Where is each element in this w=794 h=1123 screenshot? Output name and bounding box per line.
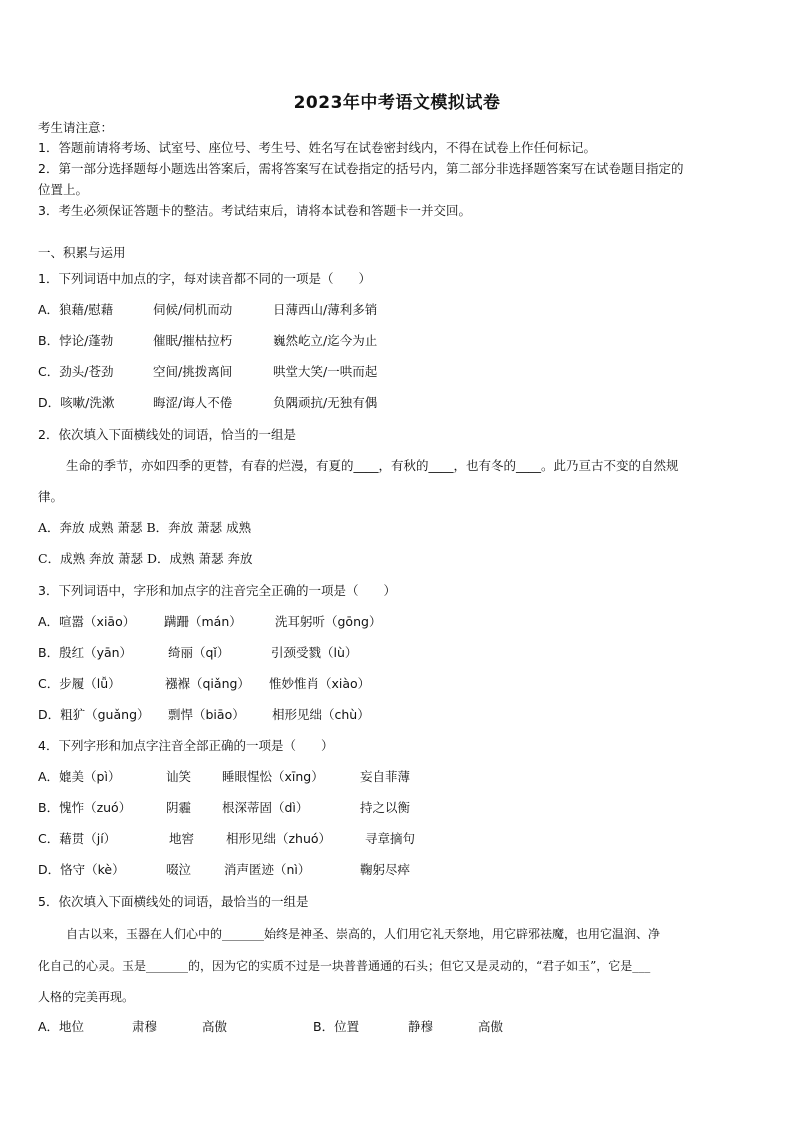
q5-option-a-word3: 高傲 xyxy=(202,1019,228,1034)
question-3-stem: 3．下列词语中，字形和加点字的注音完全正确的一项是（ ） xyxy=(38,583,396,598)
q5-option-a-label: A．地位 xyxy=(38,1019,85,1034)
q3-option-d-word2: 剽悍（biāo） xyxy=(168,707,245,722)
q1-option-a-word3: 日薄西山/薄利多销 xyxy=(273,302,378,317)
q5-option-b-label: B．位置 xyxy=(313,1019,360,1034)
notice-item-3: 3．考生必须保证答题卡的整洁。考试结束后，请将本试卷和答题卡一并交回。 xyxy=(38,203,471,218)
q1-option-d-word3: 负隅顽抗/无独有偶 xyxy=(273,395,378,410)
q4-option-d-word4: 鞠躬尽瘁 xyxy=(360,862,411,877)
q1-option-d-word1: D．咳嗽/洗漱 xyxy=(38,395,115,410)
q5-passage-line-1: 自古以来，玉器在人们心中的_______始终是神圣、崇高的，人们用它礼天祭地，用它辟邪祛魔，也用它温润、净 xyxy=(66,927,661,941)
q4-option-b-word4: 持之以衡 xyxy=(360,800,411,815)
q4-option-d-word3: 消声匿迹（nì） xyxy=(224,862,311,877)
q3-option-b-word1: B．殷红（yān） xyxy=(38,645,133,660)
notice-item-1: 1．答题前请将考场、试室号、座位号、考生号、姓名写在试卷密封线内，不得在试卷上作任何标记。 xyxy=(38,140,596,155)
q5-passage-line-3: 人格的完美再现。 xyxy=(38,990,135,1004)
q4-option-b-word3: 根深蒂固（dì） xyxy=(222,800,309,815)
q2-options-ab: A．奔放 成熟 萧瑟 B．奔放 萧瑟 成熟 xyxy=(38,520,252,535)
q3-option-d-word1: D．粗犷（guǎng） xyxy=(38,707,150,722)
question-1-stem: 1．下列词语中加点的字，每对读音都不同的一项是（ ） xyxy=(38,271,371,286)
notice-item-2: 2．第一部分选择题每小题选出答案后，需将答案写在试卷指定的括号内，第二部分非选择题答案写在试卷题目指定的 xyxy=(38,161,684,176)
section-heading: 一、积累与运用 xyxy=(38,245,126,260)
q4-option-c-word1: C．藉贯（jí） xyxy=(38,831,117,846)
q5-option-b-word2: 静穆 xyxy=(408,1019,434,1034)
page-title: 2023年中考语文模拟试卷 xyxy=(293,93,501,113)
q1-option-b-word1: B．悖论/蓬勃 xyxy=(38,333,114,348)
q1-option-a-word2: 伺候/伺机而动 xyxy=(153,302,233,317)
notice-item-2-cont: 位置上。 xyxy=(38,182,89,197)
q3-option-b-word2: 绮丽（qǐ） xyxy=(168,645,230,660)
q3-option-d-word3: 相形见绌（chù） xyxy=(272,707,370,722)
q1-option-d-word2: 晦涩/诲人不倦 xyxy=(153,395,233,410)
q5-passage-line-2: 化自己的心灵。玉是_______的，因为它的实质不过是一块普普通通的石头；但它又是灵动的，“君子如玉”，它是___ xyxy=(38,959,651,973)
notice-heading: 考生请注意： xyxy=(38,120,114,135)
q4-option-a-word2: 讪笑 xyxy=(166,769,192,784)
q4-option-d-word2: 啜泣 xyxy=(166,862,192,877)
q3-option-a-word3: 洗耳躬听（gōng） xyxy=(275,614,382,629)
q3-option-a-word2: 蹒跚（mán） xyxy=(164,614,242,629)
q4-option-c-word4: 寻章摘句 xyxy=(365,831,416,846)
q1-option-c-word2: 空间/挑拨离间 xyxy=(153,364,233,379)
q3-option-c-word3: 惟妙惟肖（xiào） xyxy=(269,676,371,691)
q1-option-c-word1: C．劲头/苍劲 xyxy=(38,364,114,379)
q4-option-a-word1: A．媲美（pì） xyxy=(38,769,121,784)
q4-option-b-word2: 阴霾 xyxy=(166,800,192,815)
q4-option-c-word2: 地窖 xyxy=(169,831,195,846)
question-2-stem: 2．依次填入下面横线处的词语，恰当的一组是 xyxy=(38,427,296,442)
q1-option-b-word2: 催眠/摧枯拉朽 xyxy=(153,333,233,348)
q1-option-a-word1: A．狼藉/慰藉 xyxy=(38,302,114,317)
q3-option-c-word1: C．步履（lǚ） xyxy=(38,676,121,691)
q4-option-b-word1: B．愧怍（zuó） xyxy=(38,800,132,815)
q4-option-a-word3: 睡眼惺忪（xīng） xyxy=(222,769,324,784)
q5-option-a-word2: 肃穆 xyxy=(132,1019,158,1034)
question-5-stem: 5．依次填入下面横线处的词语，最恰当的一组是 xyxy=(38,894,309,909)
q3-option-c-word2: 襁褓（qiǎng） xyxy=(165,676,250,691)
q4-option-d-word1: D．恪守（kè） xyxy=(38,862,125,877)
q3-option-b-word3: 引颈受戮（lù） xyxy=(271,645,358,660)
q5-option-b-word3: 高傲 xyxy=(478,1019,504,1034)
q2-passage-line-2: 律。 xyxy=(38,489,64,504)
q1-option-c-word3: 哄堂大笑/一哄而起 xyxy=(273,364,378,379)
q2-options-cd: C．成熟 奔放 萧瑟 D．成熟 萧瑟 奔放 xyxy=(38,551,253,566)
q1-option-b-word3: 巍然屹立/迄今为止 xyxy=(273,333,378,348)
q4-option-c-word3: 相形见绌（zhuó） xyxy=(226,831,332,846)
question-4-stem: 4．下列字形和加点字注音全部正确的一项是（ ） xyxy=(38,738,334,753)
q3-option-a-word1: A．喧嚣（xiāo） xyxy=(38,614,136,629)
q2-passage-line-1: 生命的季节，亦如四季的更替，有春的烂漫，有夏的____，有秋的____，也有冬的____。此乃亘古不变的自然规 xyxy=(66,458,679,473)
q4-option-a-word4: 妄自菲薄 xyxy=(360,769,411,784)
